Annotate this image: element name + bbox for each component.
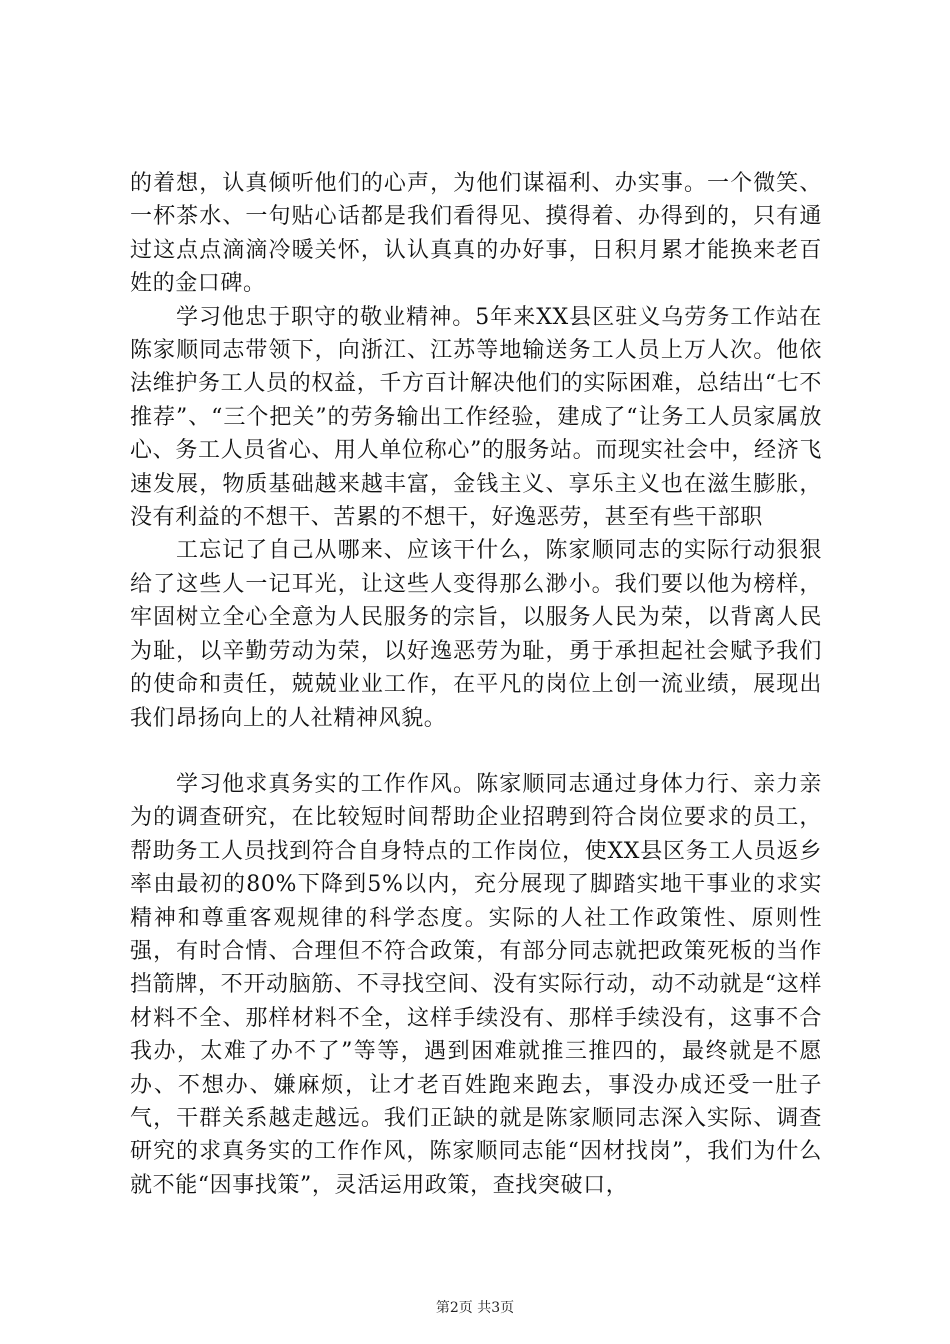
paragraph-work-style: 学习他求真务实的工作作风。陈家顺同志通过身体力行、亲力亲为的调查研究，在比较短时间帮助企业招聘到符合岗位要求的员工，帮助务工人员找到符合自身特点的工作岗位，使XX县区务工人员返乡率由最初的80%下降到5%以内，充分展现了脚踏实地干事业的求实精神和尊重客观规律的科学态度。实际的人社工作政策性、原则性强，有时合情、合理但不符合政策，有部分同志就把政策死板的当作挡箭牌，不开动脑筋、不寻找空间、没有实际行动，动不动就是“这样材料不全、那样材料不全，这样手续没有、那样手续没有，这事不合我办，太难了办不了”等等，遇到困难就推三推四的，最终就是不愿办、不想办、嫌麻烦，让才老百姓跑来跑去，事没办成还受一肚子气，干群关系越走越远。我们正缺的就是陈家顺同志深入实际、调查研究的求真务实的工作作风，陈家顺同志能“因材找岗”，我们为什么就不能“因事找策”，灵活运用政策，查找突破口， (130, 771, 822, 1198)
document-body (130, 167, 822, 1202)
paragraph-dedication: 学习他忠于职守的敬业精神。5年来XX县区驻义乌劳务工作站在陈家顺同志带领下，向浙江、江苏等地输送务工人员上万人次。他依法维护务工人员的权益，千方百计解决他们的实际困难，总结出“七不推荐”、“三个把关”的劳务输出工作经验，建成了“让务工人员家属放心、务工人员省心、用人单位称心”的服务站。而现实社会中，经济飞速发展，物质基础越来越丰富，金钱主义、享乐主义也在滋生膨胀，没有利益的不想干、苦累的不想干，好逸恶劳，甚至有些干部职 (130, 304, 822, 531)
paragraph-role-model: 工忘记了自己从哪来、应该干什么，陈家顺同志的实际行动狠狠给了这些人一记耳光，让这些人变得那么渺小。我们要以他为榜样，牢固树立全心全意为人民服务的宗旨，以服务人民为荣，以背离人民为耻，以辛勤劳动为荣，以好逸恶劳为耻，勇于承担起社会赋予我们的使命和责任，兢兢业业工作，在平凡的岗位上创一流业绩，展现出我们昂扬向上的人社精神风貌。 (130, 538, 822, 731)
paragraph-continuation: 的着想，认真倾听他们的心声，为他们谋福利、办实事。一个微笑、一杯茶水、一句贴心话都是我们看得见、摸得着、办得到的，只有通过这点点滴滴冷暖关怀，认认真真的办好事，日积月累才能换来老百姓的金口碑。 (130, 171, 822, 297)
page-footer: 第2页 共3页 (435, 1300, 515, 1316)
